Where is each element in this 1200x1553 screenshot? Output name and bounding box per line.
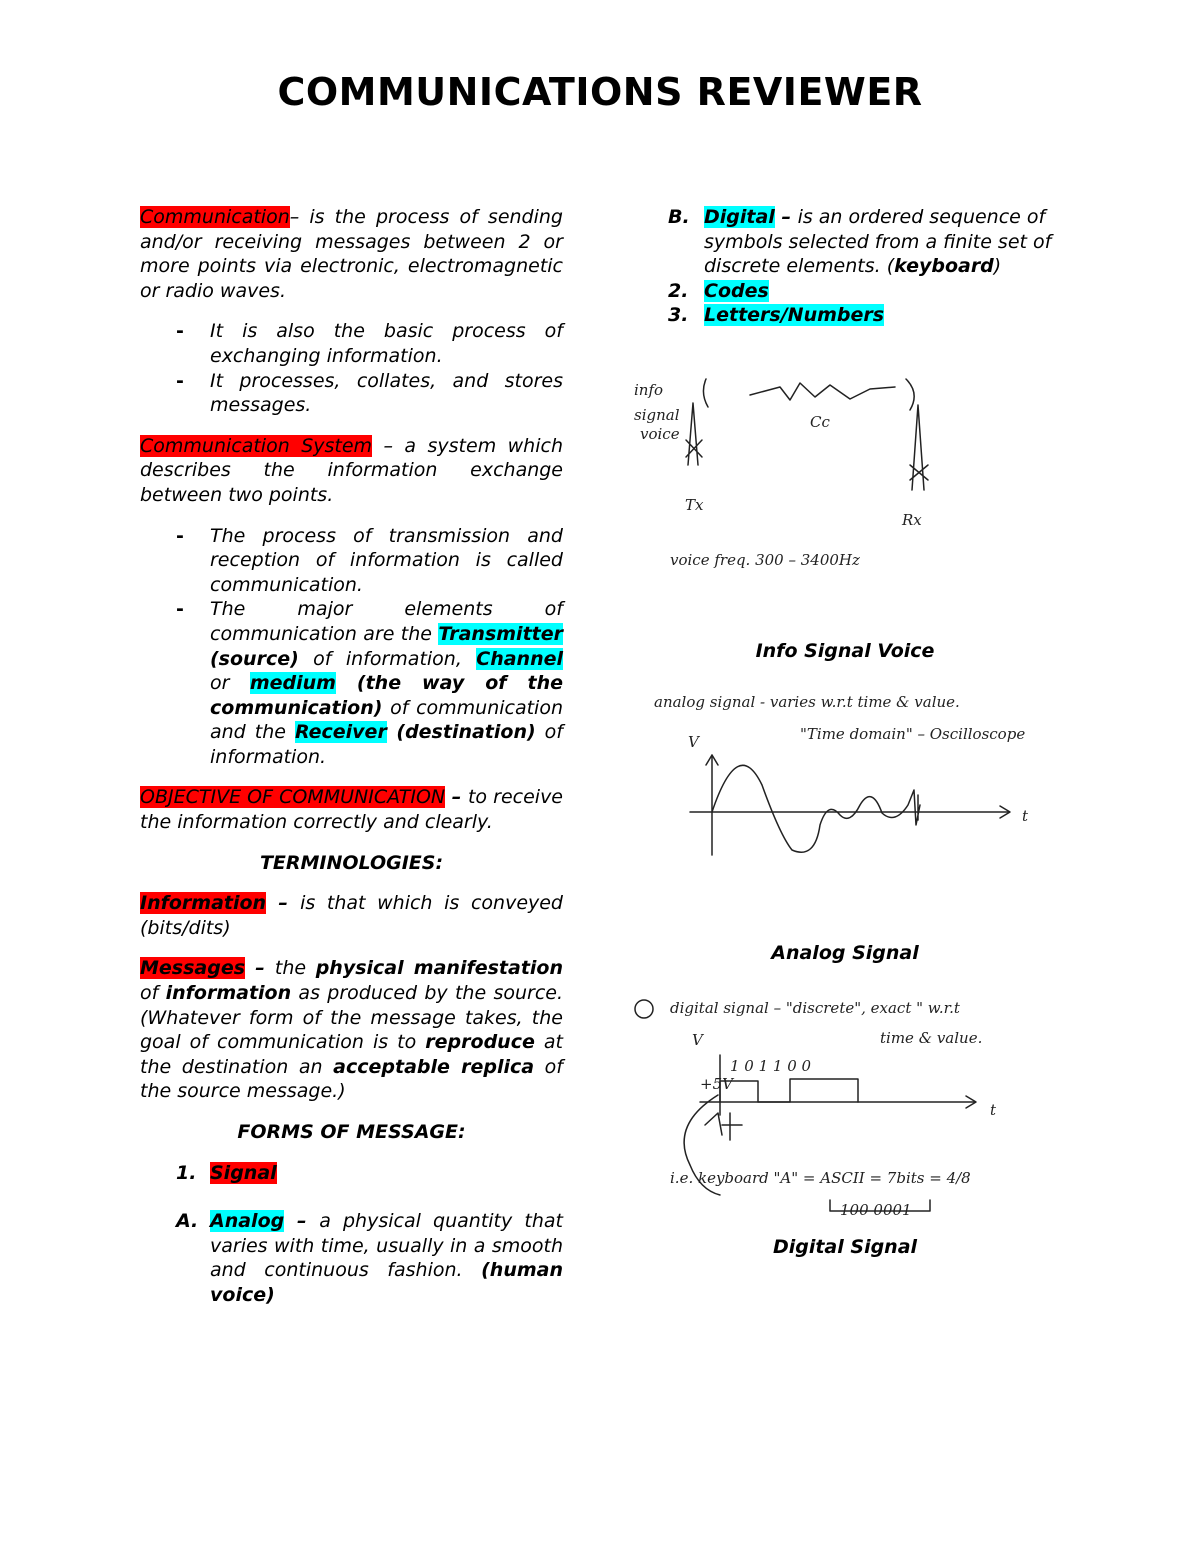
svg-text:voice freq. 300 – 3400Hz: voice freq. 300 – 3400Hz [670, 551, 860, 569]
signal-item: 1. Signal [176, 1161, 277, 1184]
channel-term: Channel [476, 647, 563, 670]
forms-heading: FORMS OF MESSAGE: [237, 1121, 466, 1143]
medium-term: medium [249, 672, 336, 695]
svg-text:Cc: Cc [810, 413, 830, 431]
communication-bullets [140, 319, 563, 417]
receiver-term: Receiver [294, 721, 387, 744]
list-item: - The major elements of communication are the Transmitter (source) of information, Channel or medium (the way of the communication) of communication and the Receiver (destination) of information. [140, 597, 563, 769]
svg-text:signal: signal [634, 406, 680, 424]
svg-text:t: t [1022, 807, 1029, 825]
codes-item: 2. Codes [668, 279, 769, 302]
messages-definition: Messages – the physical manifestation of information as produced by the source. (Whatever form of the message takes, the goal of communication is to reproduce at the destination an acceptable replica of the source message.) [140, 957, 563, 1103]
letters-item: 3. Letters/Numbers [668, 304, 885, 327]
letters-term: Letters/Numbers [704, 304, 885, 327]
svg-text:Tx: Tx [685, 496, 704, 514]
svg-text:voice: voice [640, 425, 680, 443]
digital-item: B. Digital – is an ordered sequence of symbols selected from a finite set of discrete elements. (keyboard) [668, 206, 1052, 278]
info-signal-sketch [630, 365, 1100, 599]
svg-text:time & value.: time & value. [880, 1029, 983, 1047]
svg-text:i.e. keyboard "A" = ASCII =: i.e. keyboard "A" = ASCII = 7bits = 4/8 [670, 1169, 971, 1187]
transmitter-term: Transmitter [438, 622, 563, 645]
information-definition: Information – is that which is conveyed (bits/dits) [140, 892, 563, 939]
analog-term: Analog [210, 1210, 285, 1233]
analog-signal-sketch [650, 685, 1100, 879]
caption-info-signal-voice: Info Signal Voice [755, 640, 935, 662]
digital-term: Digital [704, 206, 775, 228]
information-term: Information [140, 892, 267, 915]
left-column [140, 205, 563, 1332]
tx-tower-icon [686, 403, 702, 465]
svg-text:"Time domain" – Oscilloscope: "Time domain" – Oscilloscope [800, 725, 1026, 743]
svg-text:+5V: +5V [700, 1075, 733, 1093]
svg-text:Rx: Rx [902, 511, 922, 529]
page-title: COMMUNICATIONS REVIEWER [277, 70, 923, 114]
communication-term: Communication [140, 206, 290, 228]
communication-definition: Communication– is the process of sending and/or receiving messages between 2 or more points via electronic, electromagnetic or radio waves. [140, 206, 563, 302]
right-column [668, 205, 1068, 328]
rx-tower-icon [910, 405, 928, 490]
svg-text:V: V [688, 733, 699, 751]
digital-signal-sketch [630, 985, 1100, 1224]
svg-text:analog signal - varies w.r.t t: analog signal - varies w.r.t time & value. [654, 693, 960, 711]
list-item: - The process of transmission and reception of information is called communication. [140, 524, 563, 598]
system-definition: Communication System – a system which describes the information exchange between two points. [140, 434, 563, 506]
objective-definition: OBJECTIVE OF COMMUNICATION – to receive the information correctly and clearly. [140, 786, 564, 834]
svg-text:info: info [634, 381, 664, 399]
svg-text:100 0001: 100 0001 [840, 1201, 912, 1219]
caption-digital-signal: Digital Signal [772, 1236, 918, 1258]
analog-item: A. Analog – a physical quantity that varies with time, usually in a smooth and continuous fashion. (human voice) [176, 1210, 563, 1306]
objective-term: OBJECTIVE OF COMMUNICATION [140, 786, 446, 809]
list-item: - It is also the basic process of exchanging information. [140, 319, 563, 368]
svg-text:digital signal – "discrete", e: digital signal – "discrete", exact " w.r.t [670, 999, 960, 1017]
codes-term: Codes [704, 279, 769, 302]
svg-text:1 0 1 1 0 0: 1 0 1 1 0 0 [730, 1057, 812, 1075]
svg-text:t: t [990, 1101, 997, 1119]
caption-analog-signal: Analog Signal [771, 942, 919, 964]
list-item: - It processes, collates, and stores messages. [140, 369, 563, 418]
system-term: Communication System [140, 434, 373, 457]
signal-term: Signal [210, 1161, 277, 1184]
system-bullets [140, 524, 563, 770]
svg-text:V: V [692, 1031, 703, 1049]
terminologies-heading: TERMINOLOGIES: [259, 851, 444, 874]
messages-term: Messages [140, 957, 246, 980]
